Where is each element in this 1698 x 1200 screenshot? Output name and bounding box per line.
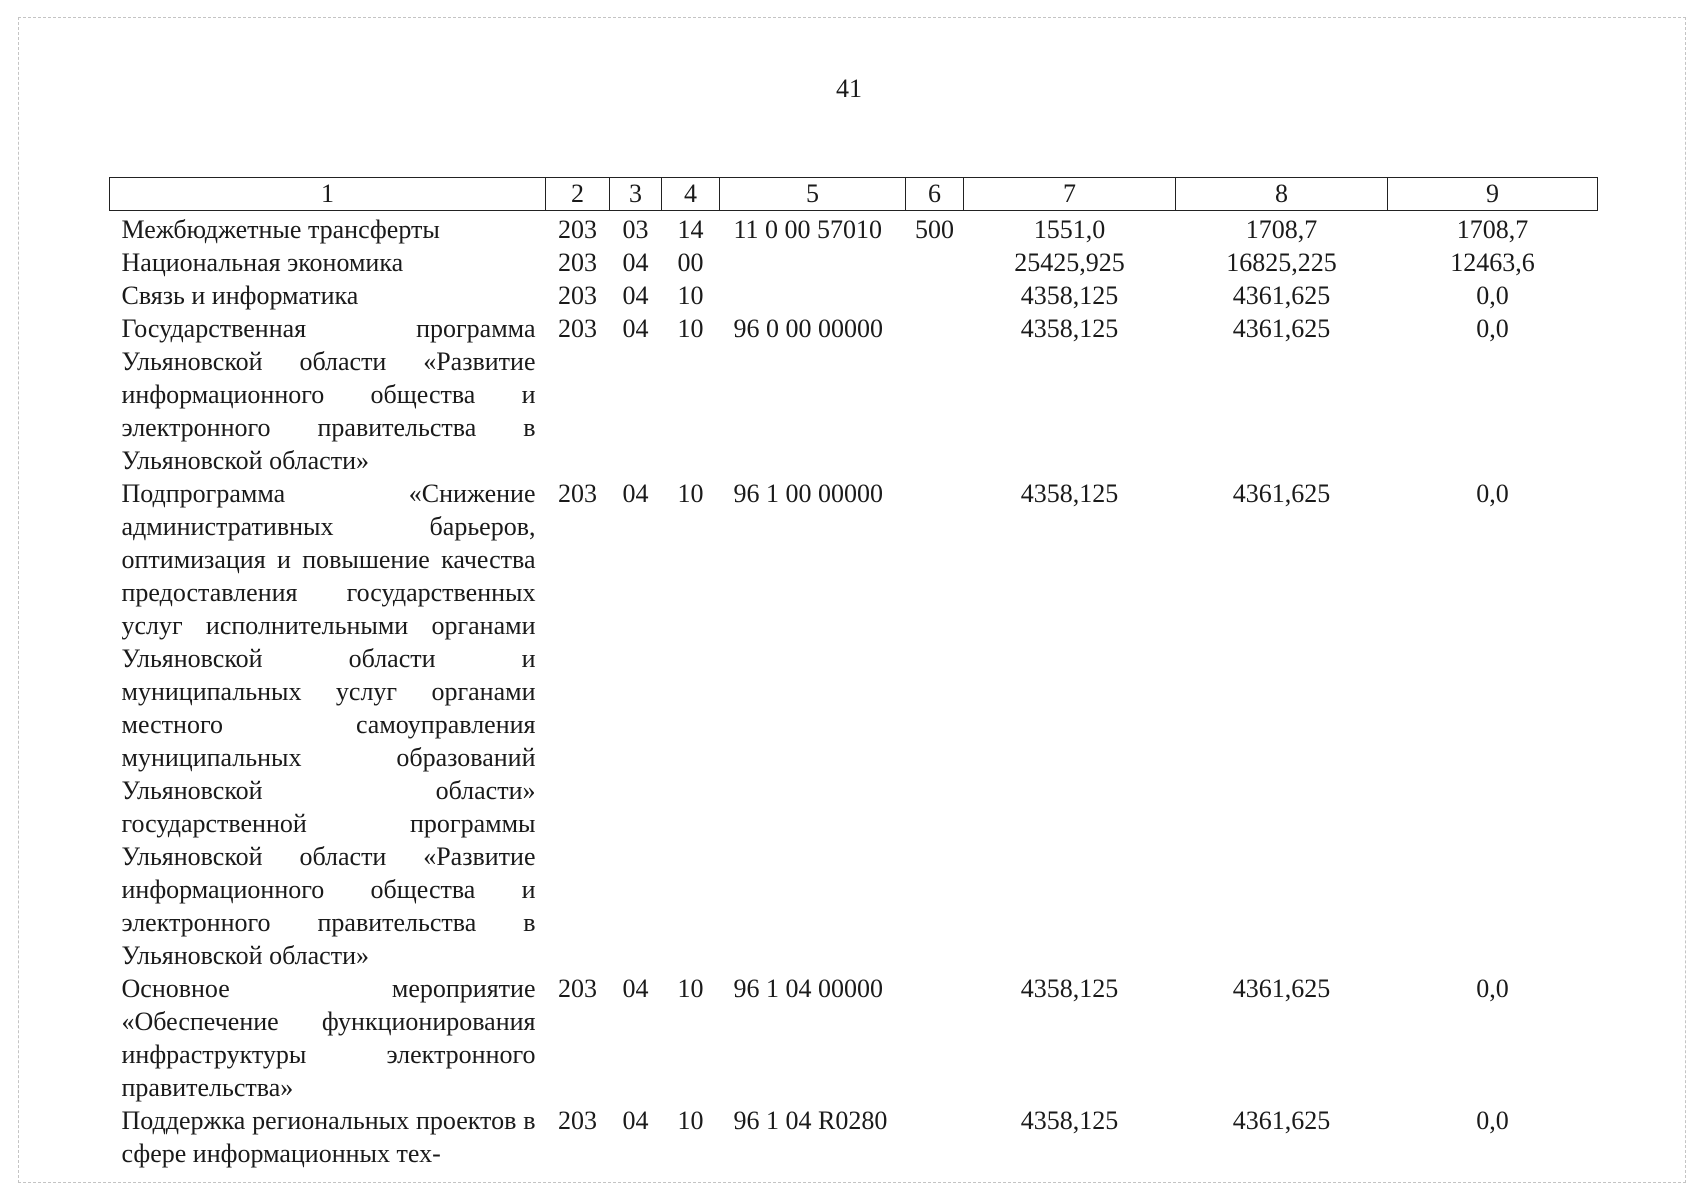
amount-col9: 12463,6 [1450, 248, 1535, 277]
column-header: 3 [610, 178, 662, 211]
code-section: 03 [622, 215, 649, 244]
code-section: 04 [622, 281, 649, 310]
column-header: 5 [720, 178, 906, 211]
column-header: 2 [546, 178, 610, 211]
code-section: 04 [622, 314, 649, 343]
amount-col7: 25425,925 [1014, 248, 1125, 277]
amount-col9: 0,0 [1476, 314, 1509, 343]
code-subsection: 14 [677, 215, 704, 244]
code-expense-type [906, 246, 964, 279]
column-header: 1 [110, 178, 546, 211]
code-ministry: 203 [558, 314, 597, 343]
amount-col9: 0,0 [1476, 281, 1509, 310]
item-name: Связь и информатика [121, 281, 359, 310]
code-section: 04 [622, 479, 649, 508]
amount-col7: 4358,125 [1020, 1106, 1119, 1135]
item-name: Национальная экономика [121, 248, 404, 277]
code-expense-type [906, 477, 964, 972]
amount-col8: 4361,625 [1232, 479, 1331, 508]
budget-table [109, 177, 1598, 1170]
amount-col7: 4358,125 [1020, 314, 1119, 343]
code-target [720, 246, 906, 279]
table-row [110, 279, 1598, 312]
column-header: 4 [662, 178, 720, 211]
code-expense-type [906, 1104, 964, 1170]
code-target: 96 1 00 00000 [733, 479, 883, 508]
amount-col7: 4358,125 [1020, 281, 1119, 310]
table-row [110, 972, 1598, 1104]
code-ministry: 203 [558, 479, 597, 508]
item-name: Поддержка региональных проектов в сфере информационных тех- [121, 1106, 536, 1168]
code-target: 96 0 00 00000 [733, 314, 883, 343]
amount-col8: 4361,625 [1232, 314, 1331, 343]
item-name: Государственная программа Ульяновской области «Развитие информационного общества и электронного правительства в Ульяновской области» [121, 314, 536, 475]
code-expense-type: 500 [915, 215, 954, 244]
code-target: 96 1 04 R0280 [733, 1106, 888, 1135]
amount-col8: 16825,225 [1226, 248, 1337, 277]
code-expense-type [906, 312, 964, 477]
table-row [110, 211, 1598, 247]
code-target: 11 0 00 57010 [733, 215, 883, 244]
code-section: 04 [622, 248, 649, 277]
item-name: Основное мероприятие «Обеспечение функционирования инфраструктуры электронного правительства» [121, 974, 536, 1102]
table-row [110, 312, 1598, 477]
amount-col9: 0,0 [1476, 1106, 1509, 1135]
column-header: 6 [906, 178, 964, 211]
code-section: 04 [622, 974, 649, 1003]
code-subsection: 10 [677, 314, 704, 343]
code-ministry: 203 [558, 281, 597, 310]
page-number: 41 [836, 74, 862, 103]
amount-col9: 1708,7 [1456, 215, 1529, 244]
table-row [110, 477, 1598, 972]
code-subsection: 10 [677, 281, 704, 310]
code-ministry: 203 [558, 974, 597, 1003]
amount-col7: 4358,125 [1020, 479, 1119, 508]
code-subsection: 00 [677, 248, 704, 277]
column-header: 8 [1176, 178, 1388, 211]
amount-col8: 1708,7 [1245, 215, 1318, 244]
code-subsection: 10 [677, 1106, 704, 1135]
header-row [110, 178, 1598, 211]
code-target: 96 1 04 00000 [733, 974, 883, 1003]
code-subsection: 10 [677, 974, 704, 1003]
code-target [720, 279, 906, 312]
table-row [110, 246, 1598, 279]
code-ministry: 203 [558, 1106, 597, 1135]
amount-col9: 0,0 [1476, 974, 1509, 1003]
column-header: 7 [964, 178, 1176, 211]
amount-col7: 4358,125 [1020, 974, 1119, 1003]
amount-col8: 4361,625 [1232, 281, 1331, 310]
amount-col8: 4361,625 [1232, 1106, 1331, 1135]
amount-col9: 0,0 [1476, 479, 1509, 508]
amount-col7: 1551,0 [1033, 215, 1106, 244]
column-header: 9 [1388, 178, 1598, 211]
item-name: Подпрограмма «Снижение административных барьеров, оптимизация и повышение качества предоставления государственных услуг исполнительными органами Ульяновской области и муниципальных услуг органами местного самоуправления муниципальных образований Ульяновской области» государственной программы Ульяновской области «Развитие информационного общества и электронного правительства в Ульяновской области» [121, 479, 536, 970]
code-section: 04 [622, 1106, 649, 1135]
code-expense-type [906, 972, 964, 1104]
amount-col8: 4361,625 [1232, 974, 1331, 1003]
code-subsection: 10 [677, 479, 704, 508]
item-name: Межбюджетные трансферты [121, 215, 440, 244]
code-ministry: 203 [558, 215, 597, 244]
code-ministry: 203 [558, 248, 597, 277]
table-row [110, 1104, 1598, 1170]
code-expense-type [906, 279, 964, 312]
